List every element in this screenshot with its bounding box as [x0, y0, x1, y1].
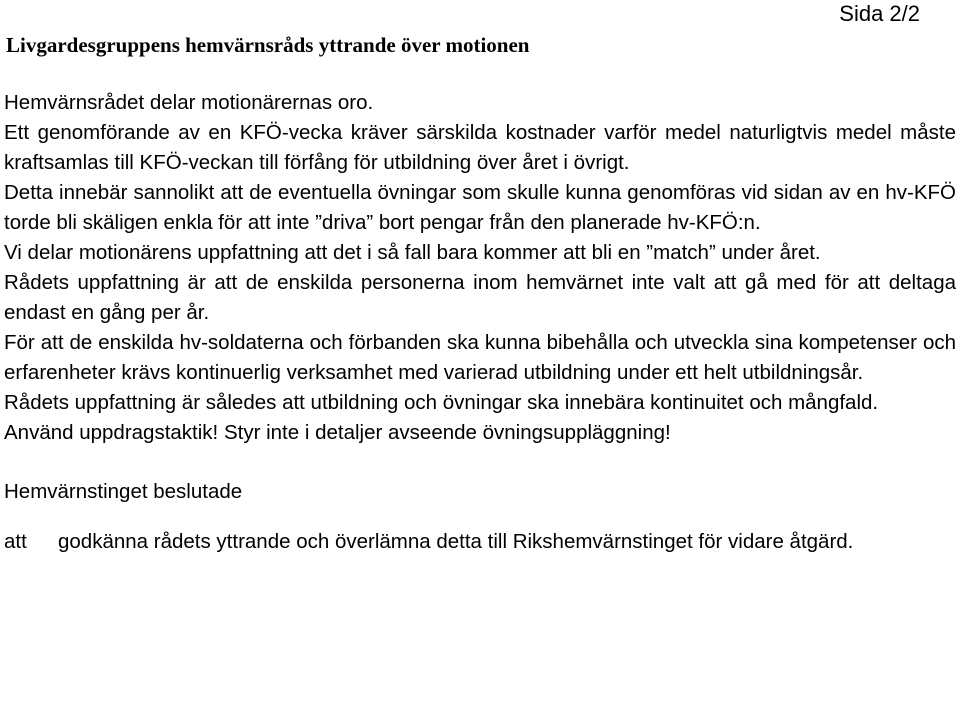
paragraph-participation: Rådets uppfattning är att de enskilda personerna inom hemvärnet inte valt att gå med för att deltaga endast en gång per år.	[4, 271, 956, 324]
decision-heading: Hemvärnstinget beslutade	[4, 480, 243, 503]
document-title: Livgardesgruppens hemvärnsråds yttrande över motionen	[6, 33, 530, 57]
paragraph-costs: Ett genomförande av en KFÖ-vecka kräver särskilda kostnader varför medel naturligtvis medel måste kraftsamlas till KFÖ-veckan till förfång för utbildning över året i övrigt.	[4, 121, 956, 174]
paragraph-continuity-need: För att de enskilda hv-soldaterna och förbanden ska kunna bibehålla och utveckla sina kompetenser och erfarenheter krävs kontinuerlig verksamhet med varierad utbildning under ett helt utbildningsår.	[4, 331, 956, 384]
decision-term: att	[4, 530, 27, 553]
page-number: Sida 2/2	[839, 1, 920, 26]
decision-text: godkänna rådets yttrande och överlämna detta till Rikshemvärnstinget för vidare åtgärd.	[58, 530, 854, 553]
paragraph-match: Vi delar motionärens uppfattning att det i så fall bara kommer att bli en ”match” under året.	[4, 241, 821, 264]
document-body	[4, 88, 956, 557]
paragraph-consequence: Detta innebär sannolikt att de eventuella övningar som skulle kunna genomföras vid sidan av en hv-KFÖ torde bli skäligen enkla för att inte ”driva” bort pengar från den planerade hv-KFÖ:n.	[4, 181, 956, 234]
paragraph-mission-command: Använd uppdragstaktik! Styr inte i detaljer avseende övningsuppläggning!	[4, 421, 671, 444]
decision-clause	[4, 527, 956, 557]
paragraph-concern: Hemvärnsrådet delar motionärernas oro.	[4, 91, 374, 114]
paragraph-council-view: Rådets uppfattning är således att utbildning och övningar ska innebära kontinuitet och mångfald.	[4, 391, 879, 414]
